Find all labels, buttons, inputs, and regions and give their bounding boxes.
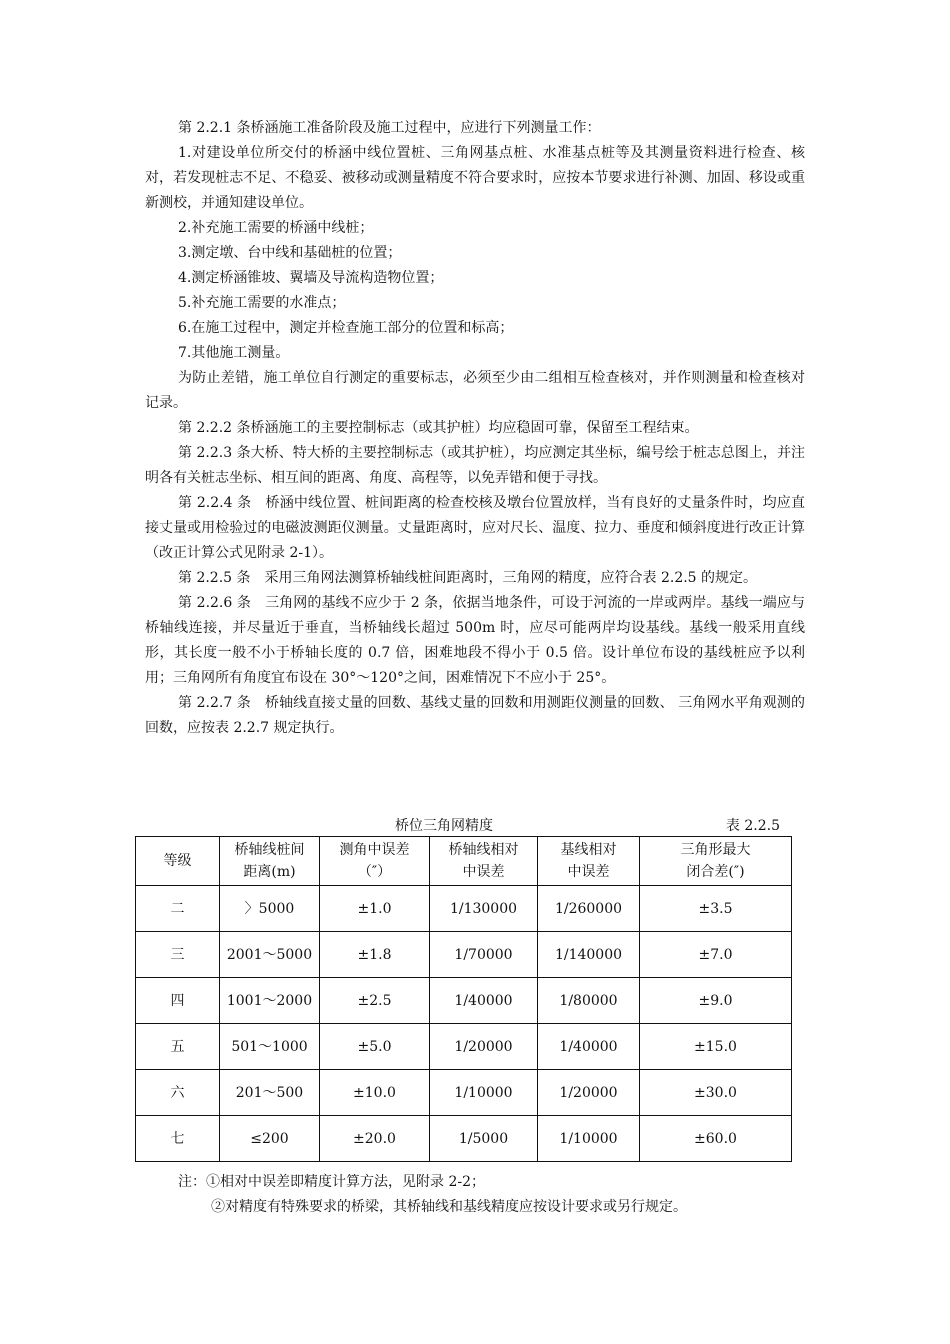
header-grade: 等级: [136, 837, 220, 886]
table-cell: ±20.0: [320, 1116, 430, 1162]
table-cell: 2001～5000: [220, 932, 320, 978]
table-cell: ±7.0: [640, 932, 792, 978]
table-cell: 1/140000: [538, 932, 640, 978]
clause-2-2-3: 第 2.2.3 条大桥、特大桥的主要控制标志（或其护桩），均应测定其坐标，编号绘于桩志总图上，并注明各有关桩志坐标、相互间的距离、角度、高程等，以免弄错和便于寻找。: [145, 445, 805, 486]
table-cell: 三: [136, 932, 220, 978]
table-notes: [178, 1170, 818, 1220]
table-cell: 1/20000: [538, 1070, 640, 1116]
list-item-7: 7.其他施工测量。: [178, 345, 290, 361]
table-cell: ±10.0: [320, 1070, 430, 1116]
clause-2-2-4: 第 2.2.4 条 桥涵中线位置、桩间距离的检查校核及墩台位置放样，当有良好的丈量条件时，均应直接丈量或用检验过的电磁波测距仪测量。丈量距离时，应对尺长、温度、拉力、垂度和倾斜度进行改正计算（改正计算公式见附录 2-1）。: [145, 495, 805, 561]
table-cell: 六: [136, 1070, 220, 1116]
table-cell: 1/40000: [538, 1024, 640, 1070]
table-row: [136, 932, 792, 978]
table-cell: ±2.5: [320, 978, 430, 1024]
table-cell: ±9.0: [640, 978, 792, 1024]
table-cell: ±5.0: [320, 1024, 430, 1070]
table-cell: 七: [136, 1116, 220, 1162]
table-cell: ±15.0: [640, 1024, 792, 1070]
table-cell: 201～500: [220, 1070, 320, 1116]
table-cell: ±1.0: [320, 886, 430, 932]
body-text: [145, 116, 805, 741]
header-axis-relative-error: 桥轴线相对 中误差: [430, 837, 538, 886]
table-cell: 〉5000: [220, 886, 320, 932]
table-row: [136, 1024, 792, 1070]
table-cell: 五: [136, 1024, 220, 1070]
table-cell: 1/260000: [538, 886, 640, 932]
table-cell: 1/80000: [538, 978, 640, 1024]
header-pile-distance: 桥轴线桩间 距离(m): [220, 837, 320, 886]
triangulation-precision-table: [135, 836, 792, 1162]
table-row: [136, 1070, 792, 1116]
table-row: [136, 886, 792, 932]
table-cell: 1/20000: [430, 1024, 538, 1070]
list-item-3: 3.测定墩、台中线和基础桩的位置；: [178, 245, 402, 261]
list-item-2: 2.补充施工需要的桥涵中线桩；: [178, 220, 374, 236]
table-cell: ±60.0: [640, 1116, 792, 1162]
table-row: [136, 1116, 792, 1162]
table-cell: 1/10000: [430, 1070, 538, 1116]
error-prevention-paragraph: 为防止差错，施工单位自行测定的重要标志，必须至少由二组相互检查核对，并作则测量和检查核对记录。: [145, 370, 805, 411]
table-cell: 1/5000: [430, 1116, 538, 1162]
table-cell: 二: [136, 886, 220, 932]
note-2: ②对精度有特殊要求的桥梁，其桥轴线和基线精度应按设计要求或另行规定。: [211, 1199, 687, 1215]
header-triangle-closure: 三角形最大 闭合差(″): [640, 837, 792, 886]
clause-2-2-1: 第 2.2.1 条桥涵施工准备阶段及施工过程中，应进行下列测量工作：: [178, 120, 601, 136]
table-cell: 1001～2000: [220, 978, 320, 1024]
table-cell: 1/40000: [430, 978, 538, 1024]
list-item-1: 1.对建设单位所交付的桥涵中线位置桩、三角网基点桩、水准基点桩等及其测量资料进行检查、核对，若发现桩志不足、不稳妥、被移动或测量精度不符合要求时，应按本节要求进行补测、加固、移设或重新测校，并通知建设单位。: [145, 145, 805, 211]
table-cell: 四: [136, 978, 220, 1024]
clause-2-2-2: 第 2.2.2 条桥涵施工的主要控制标志（或其护桩）均应稳固可靠，保留至工程结束。: [178, 420, 699, 436]
clause-2-2-7: 第 2.2.7 条 桥轴线直接丈量的回数、基线丈量的回数和用测距仪测量的回数、 三角网水平角观测的回数，应按表 2.2.7 规定执行。: [145, 695, 805, 736]
table-header-row: [136, 837, 792, 886]
header-angle-error: 测角中误差 （″）: [320, 837, 430, 886]
note-1: 注：①相对中误差即精度计算方法，见附录 2-2；: [178, 1174, 485, 1190]
table-row: [136, 978, 792, 1024]
table-cell: 1/10000: [538, 1116, 640, 1162]
list-item-5: 5.补充施工需要的水准点；: [178, 295, 346, 311]
list-item-6: 6.在施工过程中，测定并检查施工部分的位置和标高；: [178, 320, 514, 336]
header-baseline-relative-error: 基线相对 中误差: [538, 837, 640, 886]
table-title: 桥位三角网精度: [395, 818, 493, 834]
table-cell: ±30.0: [640, 1070, 792, 1116]
table-cell: ≤200: [220, 1116, 320, 1162]
table-cell: ±3.5: [640, 886, 792, 932]
table-cell: 501～1000: [220, 1024, 320, 1070]
table-number: 表 2.2.5: [725, 818, 780, 834]
list-item-4: 4.测定桥涵锥坡、翼墙及导流构造物位置；: [178, 270, 444, 286]
clause-2-2-5: 第 2.2.5 条 采用三角网法测算桥轴线桩间距离时，三角网的精度，应符合表 2.2.5 的规定。: [178, 570, 758, 586]
table-cell: 1/70000: [430, 932, 538, 978]
clause-2-2-6: 第 2.2.6 条 三角网的基线不应少于 2 条，依据当地条件，可设于河流的一岸或两岸。基线一端应与桥轴线连接，并尽量近于垂直，当桥轴线长超过 500m 时，应尽可能两岸均设基线。基线一般采用直线形，其长度一般不小于桥轴长度的 0.7 倍，困难地段不得小于 0.5 倍。设计单位布设的基线桩应予以利用；三角网所有角度宜布设在 30°～120°之间，困难情况下不应小于 25°。: [145, 595, 805, 686]
table-cell: 1/130000: [430, 886, 538, 932]
table-cell: ±1.8: [320, 932, 430, 978]
table-caption-row: [135, 816, 780, 836]
